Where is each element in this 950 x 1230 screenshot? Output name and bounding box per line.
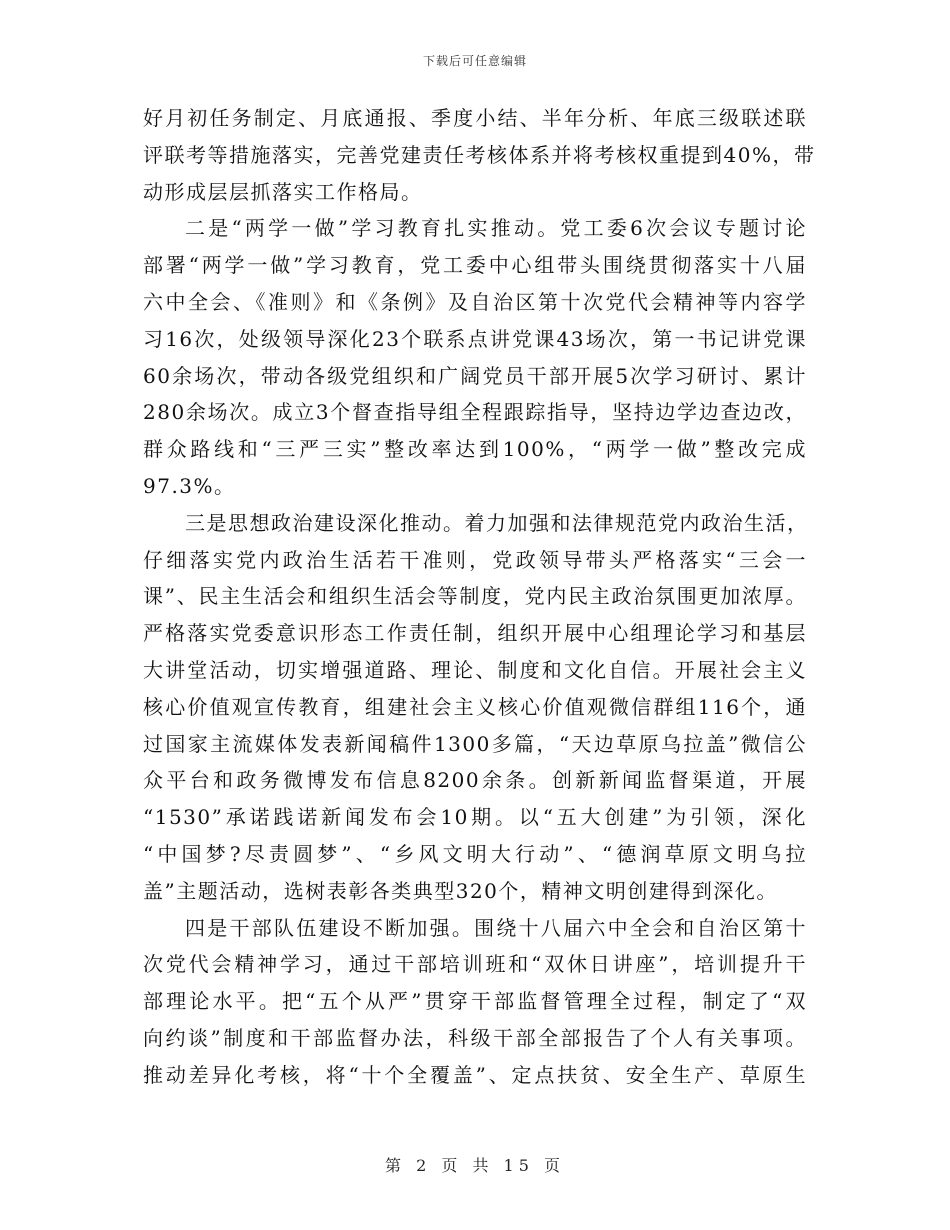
text-line: 动形成层层抓落实工作格局。 [143, 179, 423, 204]
text-line: 严格落实党委意识形态工作责任制，组织开展中心组理论学习和基层 [143, 621, 807, 646]
text-line: 60余场次，带动各级党组织和广阔党员干部开展5次学习研讨、累计 [143, 363, 807, 388]
text-line: 众平台和政务微博发布信息8200余条。创新新闻监督渠道，开展 [143, 768, 807, 793]
text-line: 推动差异化考核，将“十个全覆盖”、定点扶贫、安全生产、草原生 [143, 1062, 807, 1087]
text-line: 习16次，处级领导深化23个联系点讲党课43场次，第一书记讲党课 [143, 326, 807, 351]
paragraph-start-line: 三是思想政治建设深化推动。着力加强和法律规范党内政治生活， [185, 510, 809, 535]
text-line: “中国梦?尽责圆梦”、“乡风文明大行动”、“德润草原文明乌拉 [143, 841, 807, 866]
paragraph-start-line: 四是干部队伍建设不断加强。围绕十八届六中全会和自治区第十 [185, 915, 807, 940]
page-header: 下载后可任意编辑 [422, 54, 527, 68]
text-line: 盖”主题活动，选树表彰各类典型320个，精神文明创建得到深化。 [143, 878, 778, 903]
text-line: 群众路线和“三严三实”整改率达到100%，“两学一做”整改完成 [143, 437, 807, 462]
text-line: 次党代会精神学习，通过干部培训班和“双休日讲座”，培训提升干 [143, 952, 807, 977]
text-line: 部理论水平。把“五个从严”贯穿干部监督管理全过程，制定了“双 [143, 989, 807, 1014]
text-line: 向约谈”制度和干部监督办法，科级干部全部报告了个人有关事项。 [143, 1025, 807, 1050]
text-line: “1530”承诺践诺新闻发布会10期。以“五大创建”为引领，深化 [143, 805, 807, 830]
text-line: 好月初任务制定、月底通报、季度小结、半年分析、年底三级联述联 [143, 106, 807, 130]
text-line: 97.3%。 [143, 473, 236, 498]
document-body [143, 100, 816, 1094]
text-line: 过国家主流媒体发表新闻稿件1300多篇，“天边草原乌拉盖”微信公 [143, 731, 807, 756]
text-line: 核心价值观宣传教育，组建社会主义核心价值观微信群组116个，通 [143, 694, 807, 719]
text-line: 部署“两学一做”学习教育，党工委中心组带头围绕贯彻落实十八届 [143, 253, 807, 278]
text-line: 六中全会、《准则》和《条例》及自治区第十次党代会精神等内容学 [143, 289, 807, 314]
paragraph-start-line: 二是“两学一做”学习教育扎实推动。党工委6次会议专题讨论 [185, 216, 807, 241]
text-line: 280余场次。成立3个督查指导组全程跟踪指导，坚持边学边查边改， [143, 400, 807, 425]
page-number-footer: 第 2 页 共 15 页 [385, 1156, 565, 1175]
text-line: 大讲堂活动，切实增强道路、理论、制度和文化自信。开展社会主义 [143, 657, 807, 682]
text-line: 仔细落实党内政治生活若干准则，党政领导带头严格落实“三会一 [143, 547, 807, 572]
text-line: 课”、民主生活会和组织生活会等制度，党内民主政治氛围更加浓厚。 [143, 584, 807, 609]
text-line: 评联考等措施落实，完善党建责任考核体系并将考核权重提到40%，带 [143, 142, 816, 167]
